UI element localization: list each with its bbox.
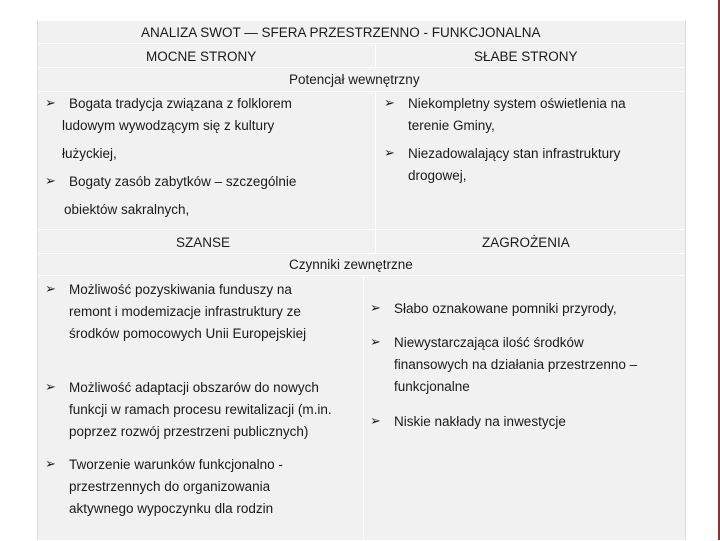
arrow-bullet-icon: ➢ (45, 96, 56, 111)
arrow-bullet-icon: ➢ (45, 457, 56, 472)
strength-item: łużyckiej, (62, 146, 117, 161)
threats-header: ZAGROŻENIA (482, 235, 570, 250)
external-header-row (38, 229, 685, 253)
external-content-row (38, 275, 685, 540)
column-divider (375, 230, 376, 254)
internal-section-row (38, 67, 685, 91)
swot-title: ANALIZA SWOT — SFERA PRZESTRZENNO - FUNKCJONALNA (141, 25, 541, 40)
opportunities-header: SZANSE (176, 235, 231, 250)
internal-content-row (38, 91, 685, 229)
strength-item: obiektów sakralnych, (64, 202, 190, 217)
swot-table (37, 20, 686, 540)
threat-item: ➢ Niewystarczająca ilość środków finansowych na działania przestrzenno – funkcjonalne (394, 332, 637, 398)
internal-section-label: Potencjał wewnętrzny (289, 72, 420, 87)
title-row (38, 20, 685, 43)
weaknesses-header: SŁABE STRONY (474, 49, 578, 64)
arrow-bullet-icon: ➢ (45, 282, 56, 297)
arrow-bullet-icon: ➢ (45, 174, 56, 189)
opportunity-item: ➢ Tworzenie warunków funkcjonalno - przestrzennych do organizowania aktywnego wypoczynku dla rodzin (69, 454, 283, 520)
arrow-bullet-icon: ➢ (370, 414, 381, 429)
arrow-bullet-icon: ➢ (370, 335, 381, 350)
arrow-bullet-icon: ➢ (384, 146, 395, 161)
strengths-header: MOCNE STRONY (146, 49, 257, 64)
threat-item: ➢ Niskie nakłady na inwestycje (394, 411, 566, 433)
weakness-item: ➢ Niekompletny system oświetlenia na terenie Gminy, (408, 93, 626, 137)
arrow-bullet-icon: ➢ (45, 380, 56, 395)
strength-item: ➢ Bogaty zasób zabytków – szczególnie (69, 171, 296, 193)
arrow-bullet-icon: ➢ (370, 301, 381, 316)
internal-header-row (38, 43, 685, 67)
external-section-label: Czynniki zewnętrzne (289, 257, 413, 272)
opportunity-item: ➢ Możliwość pozyskiwania funduszy na remont i modemizacje infrastruktury ze środków pomocowych Unii Europejskiej (69, 279, 306, 345)
arrow-bullet-icon: ➢ (384, 96, 395, 111)
strength-item: ➢ Bogata tradycja związana z folklorem ludowym wywodzącym się z kultury (69, 93, 292, 137)
external-section-row (38, 253, 685, 275)
column-divider (375, 44, 376, 68)
threat-item: ➢ Słabo oznakowane pomniki przyrody, (394, 298, 617, 320)
column-divider (375, 92, 376, 230)
weakness-item: ➢ Niezadowalający stan infrastruktury drogowej, (408, 143, 620, 187)
opportunity-item: ➢ Możliwość adaptacji obszarów do nowych funkcji w ramach procesu rewitalizacji (m.in. poprzez rozwój przestrzeni publicznych) (69, 377, 332, 443)
column-divider (363, 276, 364, 541)
